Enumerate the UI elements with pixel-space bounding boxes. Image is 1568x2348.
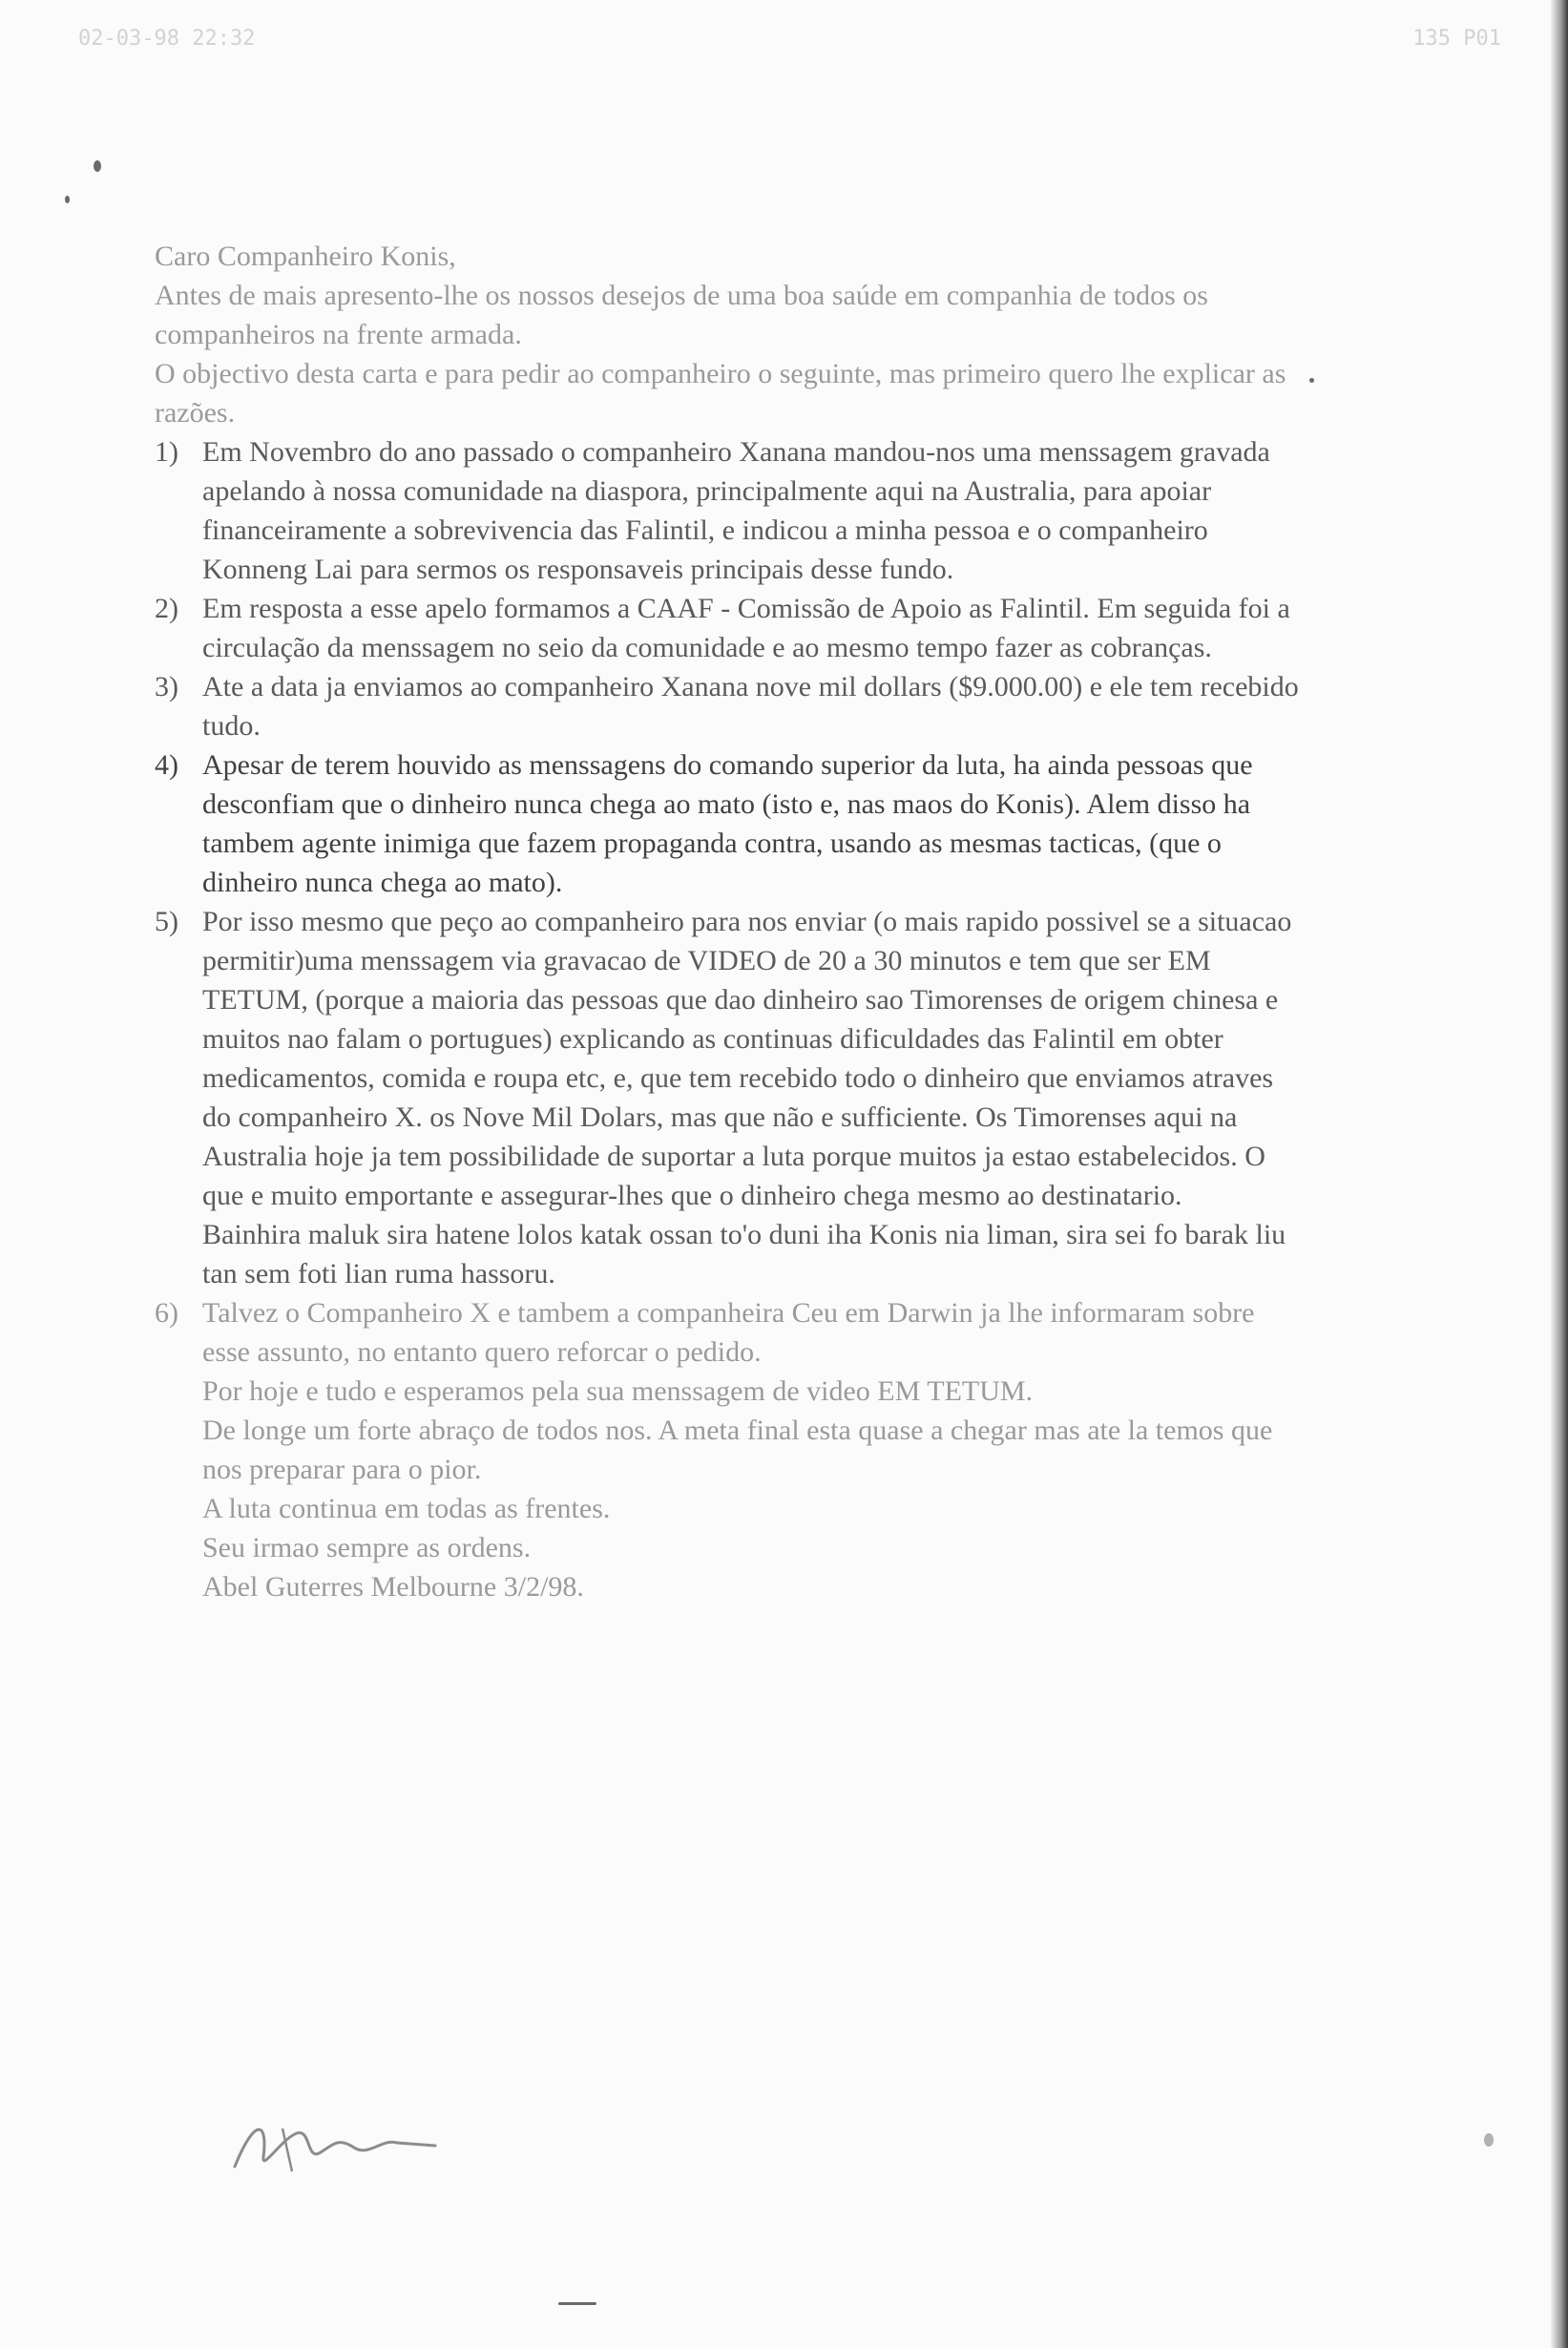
point-5: [155, 902, 1300, 1293]
fax-speck: [1309, 378, 1314, 383]
fax-timestamp: 02-03-98 22:32: [78, 27, 256, 51]
point-number: 2): [155, 593, 178, 624]
closing-line-4: Abel Guterres Melbourne 3/2/98.: [202, 1571, 584, 1603]
point-number: 1): [155, 436, 178, 468]
point-text: Apesar de terem houvido as menssagens do comando superior da luta, ha ainda pessoas que desconfiam que o dinheiro nunca chega ao mato (isto e, nas maos do Konis). Alem disso ha tambem agente inimiga que fazem propaganda contra, usando as mesmas tacticas, (que o dinheiro nunca chega ao mato).: [202, 749, 1253, 898]
point-1: [155, 432, 1300, 589]
fax-speck: [94, 160, 101, 172]
point-number: 3): [155, 671, 178, 702]
point-text: Em Novembro do ano passado o companheiro Xanana mandou-nos uma menssagem gravada apelando à nossa comunidade na diaspora, principalmente aqui na Australia, para apoiar financeiramente a sobrevivencia das Falintil, e indicou a minha pessoa e o companheiro Konneng Lai para sermos os responsaveis principais desse fundo.: [202, 436, 1270, 585]
intro-paragraph-1: Antes de mais apresento-lhe os nossos desejos de uma boa saúde em companhia de todos os companheiros na frente armada.: [155, 280, 1208, 350]
fax-speck: [65, 196, 70, 203]
fax-speck: [1484, 2133, 1494, 2147]
point-text: Ate a data ja enviamos ao companheiro Xanana nove mil dollars ($9.000.00) e ele tem recebido tudo.: [202, 671, 1299, 742]
fax-speck: [558, 2302, 596, 2305]
fax-page-code: 135 P01: [1412, 27, 1501, 51]
salutation: Caro Companheiro Konis,: [155, 241, 456, 272]
point-6: [155, 1293, 1300, 1411]
point-6-followup: Por hoje e tudo e esperamos pela sua menssagem de video EM TETUM.: [202, 1375, 1034, 1407]
point-2: [155, 589, 1300, 667]
point-4: [155, 745, 1300, 902]
point-text: Talvez o Companheiro X e tambem a companheira Ceu em Darwin ja lhe informaram sobre esse assunto, no entanto quero reforcar o pedido.: [202, 1297, 1255, 1368]
point-5-tetum-sentence: Bainhira maluk sira hatene lolos katak ossan to'o duni iha Konis nia liman, sira sei fo barak liu tan sem foti lian ruma hassoru.: [202, 1219, 1286, 1289]
point-number: 5): [155, 906, 178, 937]
letter-body: [155, 237, 1300, 1606]
numbered-points: [155, 432, 1300, 1411]
intro-paragraph-2: O objectivo desta carta e para pedir ao companheiro o seguinte, mas primeiro quero lhe explicar as razões.: [155, 358, 1286, 429]
closing-block: [155, 1411, 1300, 1606]
point-3: [155, 667, 1300, 745]
closing-line-3: Seu irmao sempre as ordens.: [202, 1532, 532, 1563]
closing-line-2: A luta continua em todas as frentes.: [202, 1493, 611, 1524]
point-number: 6): [155, 1297, 178, 1329]
point-text: Por isso mesmo que peço ao companheiro para nos enviar (o mais rapido possivel se a situacao permitir)uma menssagem via gravacao de VIDEO de 20 a 30 minutos e tem que ser EM TETUM, (porque a maioria das pessoas que dao dinheiro sao Timorenses de origem chinesa e muitos nao falam o portugues) explicando as continuas dificuldades das Falintil em obter medicamentos, comida e roupa etc, e, que tem recebido todo o dinheiro que enviamos atraves do companheiro X. os Nove Mil Dolars, mas que não e sufficiente. Os Timorenses aqui na Australia hoje ja tem possibilidade de suportar a luta porque muitos ja estao estabelecidos. O que e muito emportante e assegurar-lhes que o dinheiro chega mesmo ao destinatario.: [202, 906, 1292, 1211]
closing-line-1: De longe um forte abraço de todos nos. A meta final esta quase a chegar mas ate la temos que nos preparar para o pior.: [202, 1415, 1273, 1485]
handwritten-signature: [225, 2100, 445, 2186]
scan-edge-shadow: [1551, 0, 1568, 2348]
fax-header: [0, 27, 1530, 65]
point-text: Em resposta a esse apelo formamos a CAAF - Comissão de Apoio as Falintil. Em seguida foi a circulação da menssagem no seio da comunidade e ao mesmo tempo fazer as cobranças.: [202, 593, 1290, 663]
point-number: 4): [155, 749, 178, 781]
